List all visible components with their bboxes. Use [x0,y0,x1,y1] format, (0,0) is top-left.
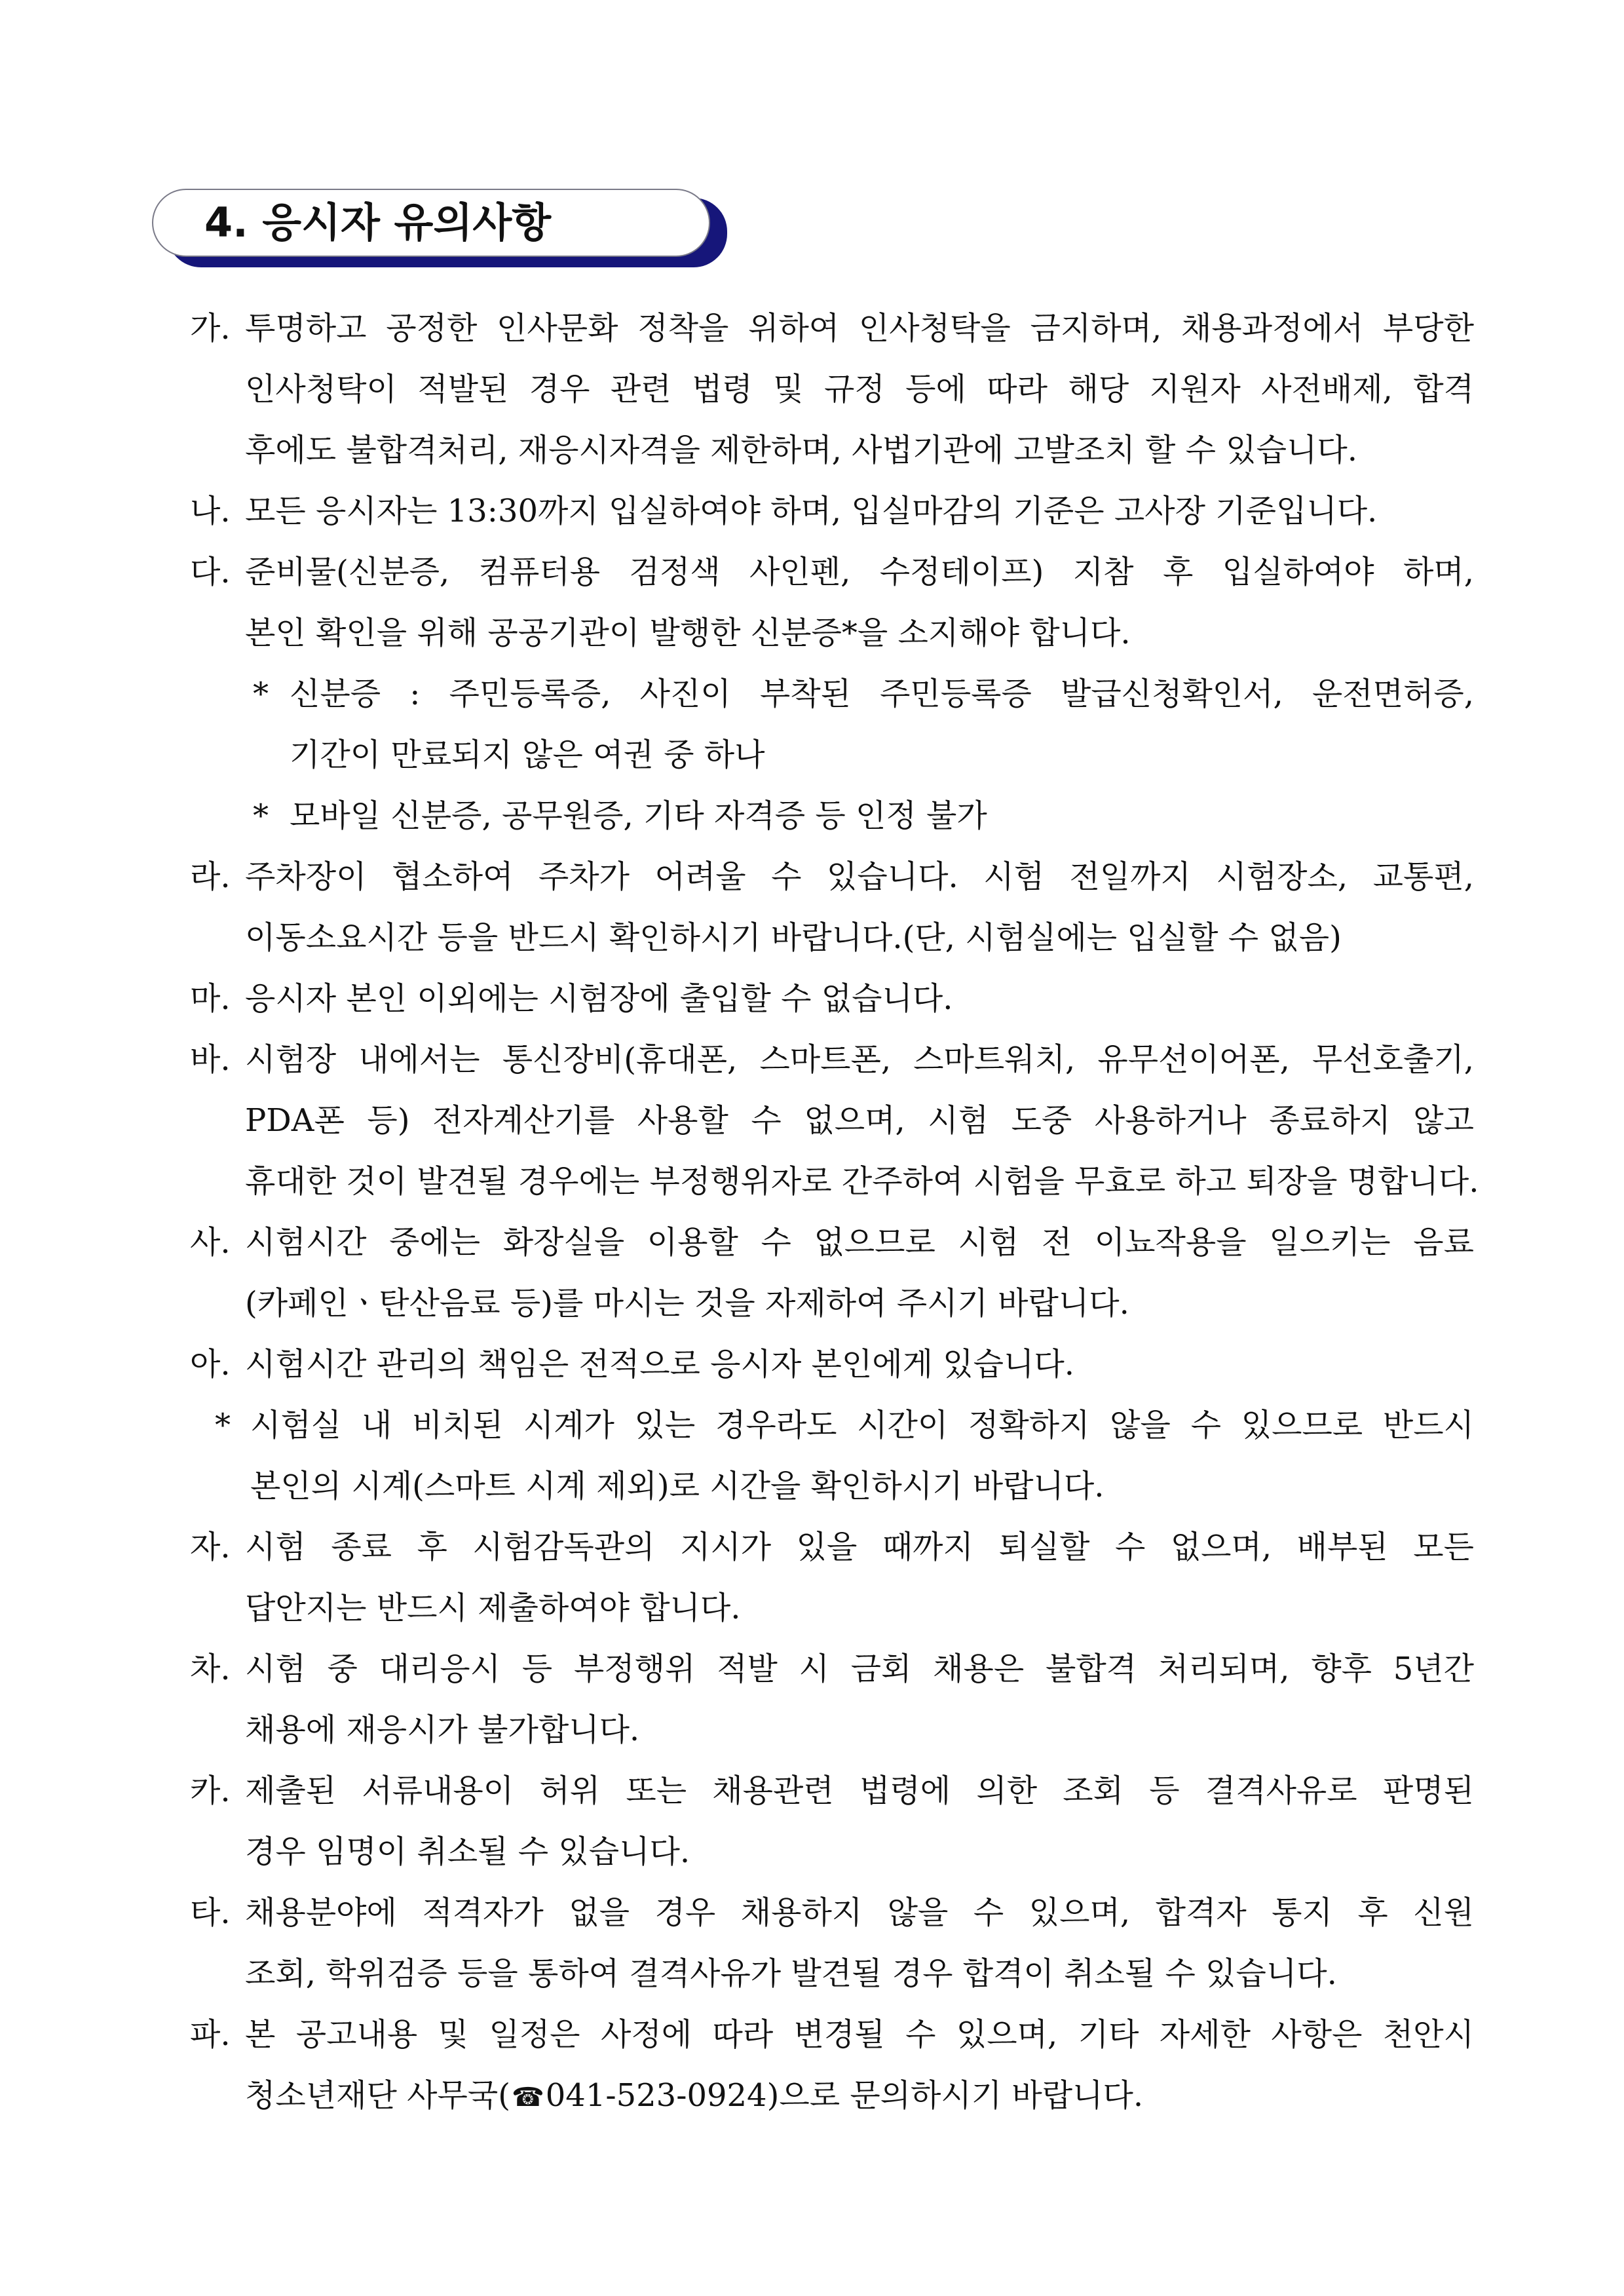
notice-list [190,298,1479,2126]
list-item-text: 모든 응시자는 13:30까지 입실하여야 하며, 입실마감의 기준은 고사장 기준입니다. [245,493,1378,529]
list-item-text: 후에도 불합격처리, 재응시자격을 제한하며, 사법기관에 고발조치 할 수 있습니다. [245,432,1357,469]
list-item-line [190,1334,1474,1395]
list-item-marker: 나. [190,493,231,529]
list-item-line [190,1151,1479,1212]
contact-phone: 041-523-0924 [545,2077,767,2114]
list-item-line [190,1578,1474,1639]
list-item-text: 시험시간 관리의 책임은 전적으로 응시자 본인에게 있습니다. [245,1346,1075,1383]
list-item-text: 응시자 본인 이외에는 시험장에 출입할 수 없습니다. [245,980,953,1017]
list-item-marker: 차. [190,1651,231,1687]
list-item-marker: 가. [190,310,231,347]
list-item-text: PDA폰 등) 전자계산기를 사용할 수 없으며, 시험 도중 사용하거나 종료하지 않고 [245,1102,1474,1139]
list-item-text: 기간이 만료되지 않은 여권 중 하나 [290,737,765,773]
list-item-text: 주차장이 협소하여 주차가 어려울 수 있습니다. 시험 전일까지 시험장소, 교통편, [245,858,1474,895]
list-item-line [190,2004,1474,2065]
list-item-line [190,1029,1474,1090]
list-item-line [190,1273,1474,1334]
list-item-text: 휴대한 것이 발견될 경우에는 부정행위자로 간주하여 시험을 무효로 하고 퇴장을 명합니다. [245,1163,1479,1200]
list-item-marker: 카. [190,1772,231,1809]
list-item-text: 모바일 신분증, 공무원증, 기타 자격증 등 인정 불가 [290,797,987,834]
list-item-text: 시험실 내 비치된 시계가 있는 경우라도 시간이 정확하지 않을 수 있으므로 반드시 [250,1407,1474,1444]
list-item-text: 시험 중 대리응시 등 부정행위 적발 시 금회 채용은 불합격 처리되며, 향후 5년간 [245,1651,1474,1687]
contact-line [190,2065,1474,2126]
list-item-marker: 아. [190,1346,231,1383]
note-line [190,1395,1474,1456]
list-item-text: 본인의 시계(스마트 시계 제외)로 시간을 확인하시기 바랍니다. [250,1468,1105,1504]
list-item-line [190,1700,1474,1761]
list-item-text: 제출된 서류내용이 허위 또는 채용관련 법령에 의한 조회 등 결격사유로 판명된 [245,1772,1474,1809]
list-item-line [190,420,1474,481]
list-item-text: 이동소요시간 등을 반드시 확인하시기 바랍니다.(단, 시험실에는 입실할 수 없음) [245,919,1342,956]
list-item-line [190,542,1474,603]
list-item-marker: 라. [190,858,231,895]
list-item-line [190,603,1474,664]
list-item-text: 본인 확인을 위해 공공기관이 발행한 신분증*을 소지해야 합니다. [245,615,1131,651]
section-header [152,189,728,270]
list-item-text: 투명하고 공정한 인사문화 정착을 위하여 인사청탁을 금지하며, 채용과정에서 부당한 [245,310,1474,347]
list-item-line [190,298,1474,359]
list-item-text: (카페인ㆍ탄산음료 등)를 마시는 것을 자제하여 주시기 바랍니다. [245,1285,1129,1322]
list-item-line [190,1761,1474,1822]
list-item-marker: 사. [190,1224,231,1261]
list-item-line [190,908,1474,968]
list-item-marker: 자. [190,1529,231,1565]
list-item-text: 신분증 : 주민등록증, 사진이 부착된 주민등록증 발급신청확인서, 운전면허증, [290,676,1474,712]
section-title: 4. 응시자 유의사항 [204,199,552,246]
list-item-line [190,1883,1474,1943]
list-item-marker: 마. [190,980,231,1017]
list-item-line [190,359,1474,420]
list-item-line [190,1639,1474,1700]
list-item-line [190,847,1474,908]
list-item-marker: 파. [190,2016,231,2053]
list-item-text: 인사청탁이 적발된 경우 관련 법령 및 규정 등에 따라 해당 지원자 사전배제, 합격 [245,371,1474,408]
note-marker: * [215,1407,231,1444]
list-item-text: 채용에 재응시가 불가합니다. [245,1712,640,1748]
contact-text [245,2065,1474,2128]
note-line [190,725,1474,786]
list-item-text: 답안지는 반드시 제출하여야 합니다. [245,1590,741,1626]
list-item-text: 시험시간 중에는 화장실을 이용할 수 없으므로 시험 전 이뇨작용을 일으키는 음료 [245,1224,1474,1261]
list-item-text: 본 공고내용 및 일정은 사정에 따라 변경될 수 있으며, 기타 자세한 사항은 천안시 [245,2016,1474,2053]
note-line [190,664,1474,725]
list-item-text: 채용분야에 적격자가 없을 경우 채용하지 않을 수 있으며, 합격자 통지 후 신원 [245,1894,1474,1931]
note-line [190,1456,1474,1517]
note-marker: * [253,797,269,834]
list-item-line [190,968,1474,1029]
list-item-line [190,1212,1474,1273]
list-item-line [190,1517,1474,1578]
list-item-marker: 다. [190,554,231,590]
list-item-text: 조회, 학위검증 등을 통하여 결격사유가 발견될 경우 합격이 취소될 수 있습니다. [245,1955,1337,1992]
list-item-text: 시험장 내에서는 통신장비(휴대폰, 스마트폰, 스마트워치, 유무선이어폰, 무선호출기, [245,1041,1474,1078]
list-item-line [190,1943,1474,2004]
list-item-marker: 타. [190,1894,231,1931]
list-item-text: 경우 임명이 취소될 수 있습니다. [245,1833,690,1870]
note-marker: * [253,676,269,712]
note-line [190,786,1474,847]
contact-suffix: )으로 문의하시기 바랍니다. [766,2077,1144,2114]
list-item-line [190,1822,1474,1883]
list-item-text: 시험 종료 후 시험감독관의 지시가 있을 때까지 퇴실할 수 없으며, 배부된 모든 [245,1529,1474,1565]
list-item-line [190,481,1474,542]
list-item-text: 준비물(신분증, 컴퓨터용 검정색 사인펜, 수정테이프) 지참 후 입실하여야 하며, [245,554,1474,590]
list-item-marker: 바. [190,1041,231,1078]
contact-prefix: 청소년재단 사무국( [245,2077,510,2114]
phone-icon: ☎ [511,2082,544,2113]
list-item-line [190,1090,1474,1151]
